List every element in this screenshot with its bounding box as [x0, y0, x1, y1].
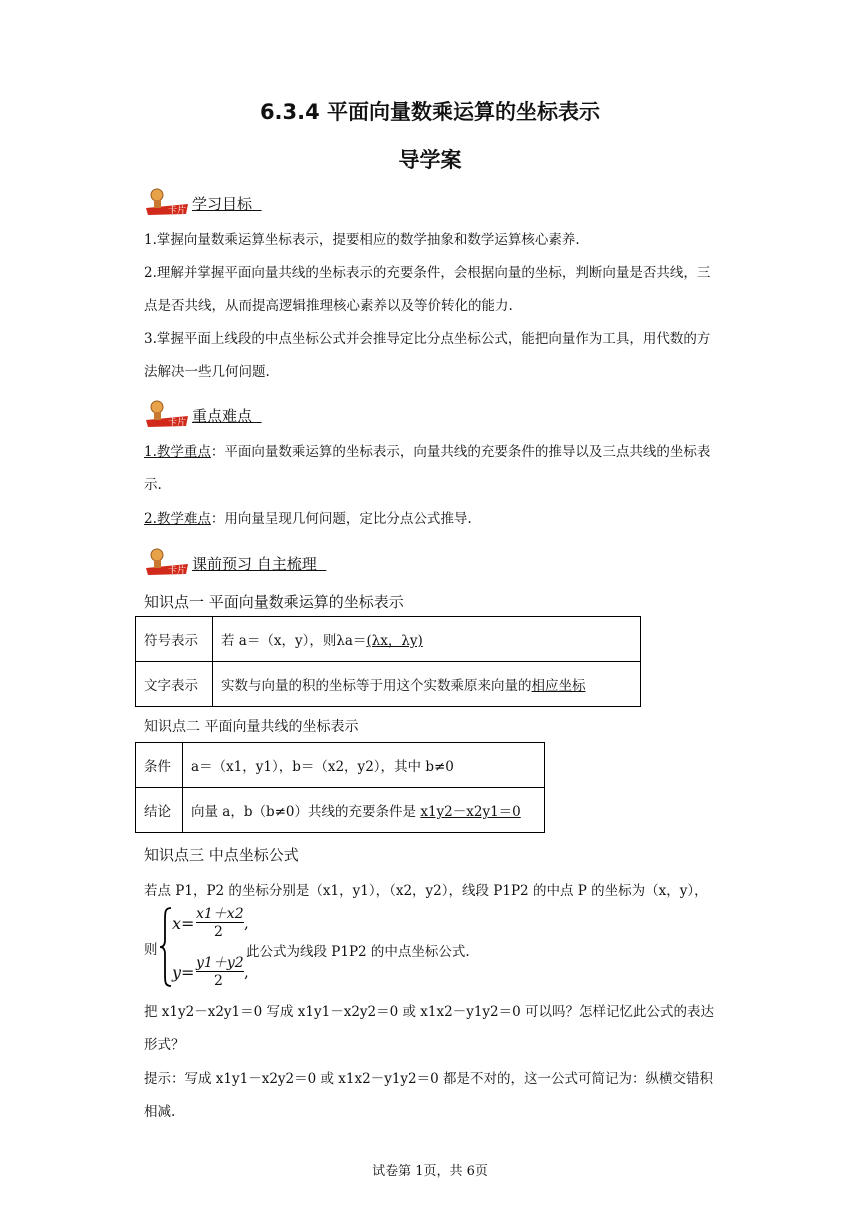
kp3-heading: 知识点三 中点坐标公式 — [144, 846, 299, 864]
teaching-difficulty-label: 2.教学难点 — [144, 511, 211, 527]
table-cell-head: 文字表示 — [136, 662, 213, 707]
kp3-ze: 则 — [144, 942, 158, 958]
table-cell: 实数与向量的积的坐标等于用这个实数乘原来向量的相应坐标 — [213, 662, 641, 707]
kp3-intro: 若点 P1，P2 的坐标分别是（x1，y1），（x2，y2），线段 P1P2 的中点 P 的坐标为（x，y）， — [144, 883, 708, 899]
teaching-difficulty — [144, 503, 718, 536]
section-badge-icon — [144, 546, 190, 576]
section-badge-icon — [144, 398, 190, 428]
kp1-heading: 知识点一 平面向量数乘运算的坐标表示 — [144, 593, 404, 611]
goal-item-1: 1.掌握向量数乘运算坐标表示，提要相应的数学抽象和数学运算核心素养. — [144, 232, 580, 248]
formula-y-numerator: y1＋y2 — [196, 955, 244, 971]
table-cell: 向量 a，b（b≠0）共线的充要条件是 x1y2－x2y1＝0 — [183, 788, 545, 833]
teaching-focus-text: ：平面向量数乘运算的坐标表示，向量共线的充要条件的推导以及三点共线的坐标表示. — [144, 444, 711, 493]
teaching-focus — [144, 436, 718, 502]
formula-x-denominator: 2 — [214, 924, 223, 940]
answer-blank: (λx，λy) — [366, 633, 423, 649]
teaching-difficulty-text: ：用向量呈现几何问题，定比分点公式推导. — [210, 511, 472, 527]
kp1-table — [135, 616, 641, 707]
section-preview-header — [144, 546, 404, 576]
teaching-focus-label: 1.教学重点 — [144, 444, 211, 460]
fraction-bar — [196, 922, 244, 923]
table-cell-head: 符号表示 — [136, 617, 213, 662]
formula-note: 此公式为线段 P1P2 的中点坐标公式. — [246, 944, 470, 960]
fraction-bar — [196, 971, 244, 972]
page-subtitle: 导学案 — [398, 148, 462, 172]
answer-blank: x1y2－x2y1＝0 — [420, 804, 521, 820]
section-key-label: 重点难点 — [192, 407, 262, 425]
answer-blank: 相应坐标 — [531, 678, 586, 694]
table-row — [136, 617, 641, 662]
comma: , — [244, 963, 249, 981]
goal-item-3: 3.掌握平面上线段的中点坐标公式并会推导定比分点坐标公式，能把向量作为工具，用代数的方法解决一些几何问题. — [144, 331, 711, 380]
formula-y-lhs: y= — [172, 963, 195, 982]
table-cell: a＝（x1，y1），b＝（x2，y2），其中 b≠0 — [183, 743, 545, 788]
section-preview-label: 课前预习 自主梳理 — [192, 555, 327, 573]
kp3-question: 把 x1y2－x2y1＝0 写成 x1y1－x2y2＝0 或 x1x2－y1y2＝0 可以吗？怎样记忆此公式的表达形式？ — [144, 1004, 715, 1053]
page-title: 6.3.4 平面向量数乘运算的坐标表示 — [259, 100, 601, 124]
kp2-table — [135, 742, 545, 833]
page-footer: 试卷第 1页，共 6页 — [372, 1164, 488, 1179]
svg-text:卡片: 卡片 — [168, 206, 187, 216]
table-row — [136, 662, 641, 707]
goal-item-2: 2.理解并掌握平面向量共线的坐标表示的充要条件，会根据向量的坐标，判断向量是否共线，三点是否共线，从而提高逻辑推理核心素养以及等价转化的能力. — [144, 265, 711, 314]
section-badge-icon — [144, 186, 190, 216]
svg-text:卡片: 卡片 — [168, 418, 187, 428]
kp2-heading: 知识点二 平面向量共线的坐标表示 — [144, 719, 359, 735]
table-cell: 若 a＝（x，y），则λa＝(λx，λy) — [213, 617, 641, 662]
section-goals-header — [144, 186, 344, 216]
kp3-hint: 提示：写成 x1y1－x2y2＝0 或 x1x2－y1y2＝0 都是不对的，这一公式可简记为：纵横交错积相减. — [144, 1071, 714, 1120]
table-cell-head: 结论 — [136, 788, 183, 833]
table-row — [136, 743, 545, 788]
section-key-header — [144, 398, 344, 428]
svg-text:卡片: 卡片 — [168, 566, 187, 576]
formula-x-numerator: x1＋x2 — [196, 906, 244, 922]
formula-y-denominator: 2 — [214, 973, 223, 989]
formula-x-lhs: x= — [172, 914, 195, 933]
comma: , — [244, 914, 249, 932]
table-row — [136, 788, 545, 833]
table-cell-head: 条件 — [136, 743, 183, 788]
section-goals-label: 学习目标 — [192, 195, 262, 213]
